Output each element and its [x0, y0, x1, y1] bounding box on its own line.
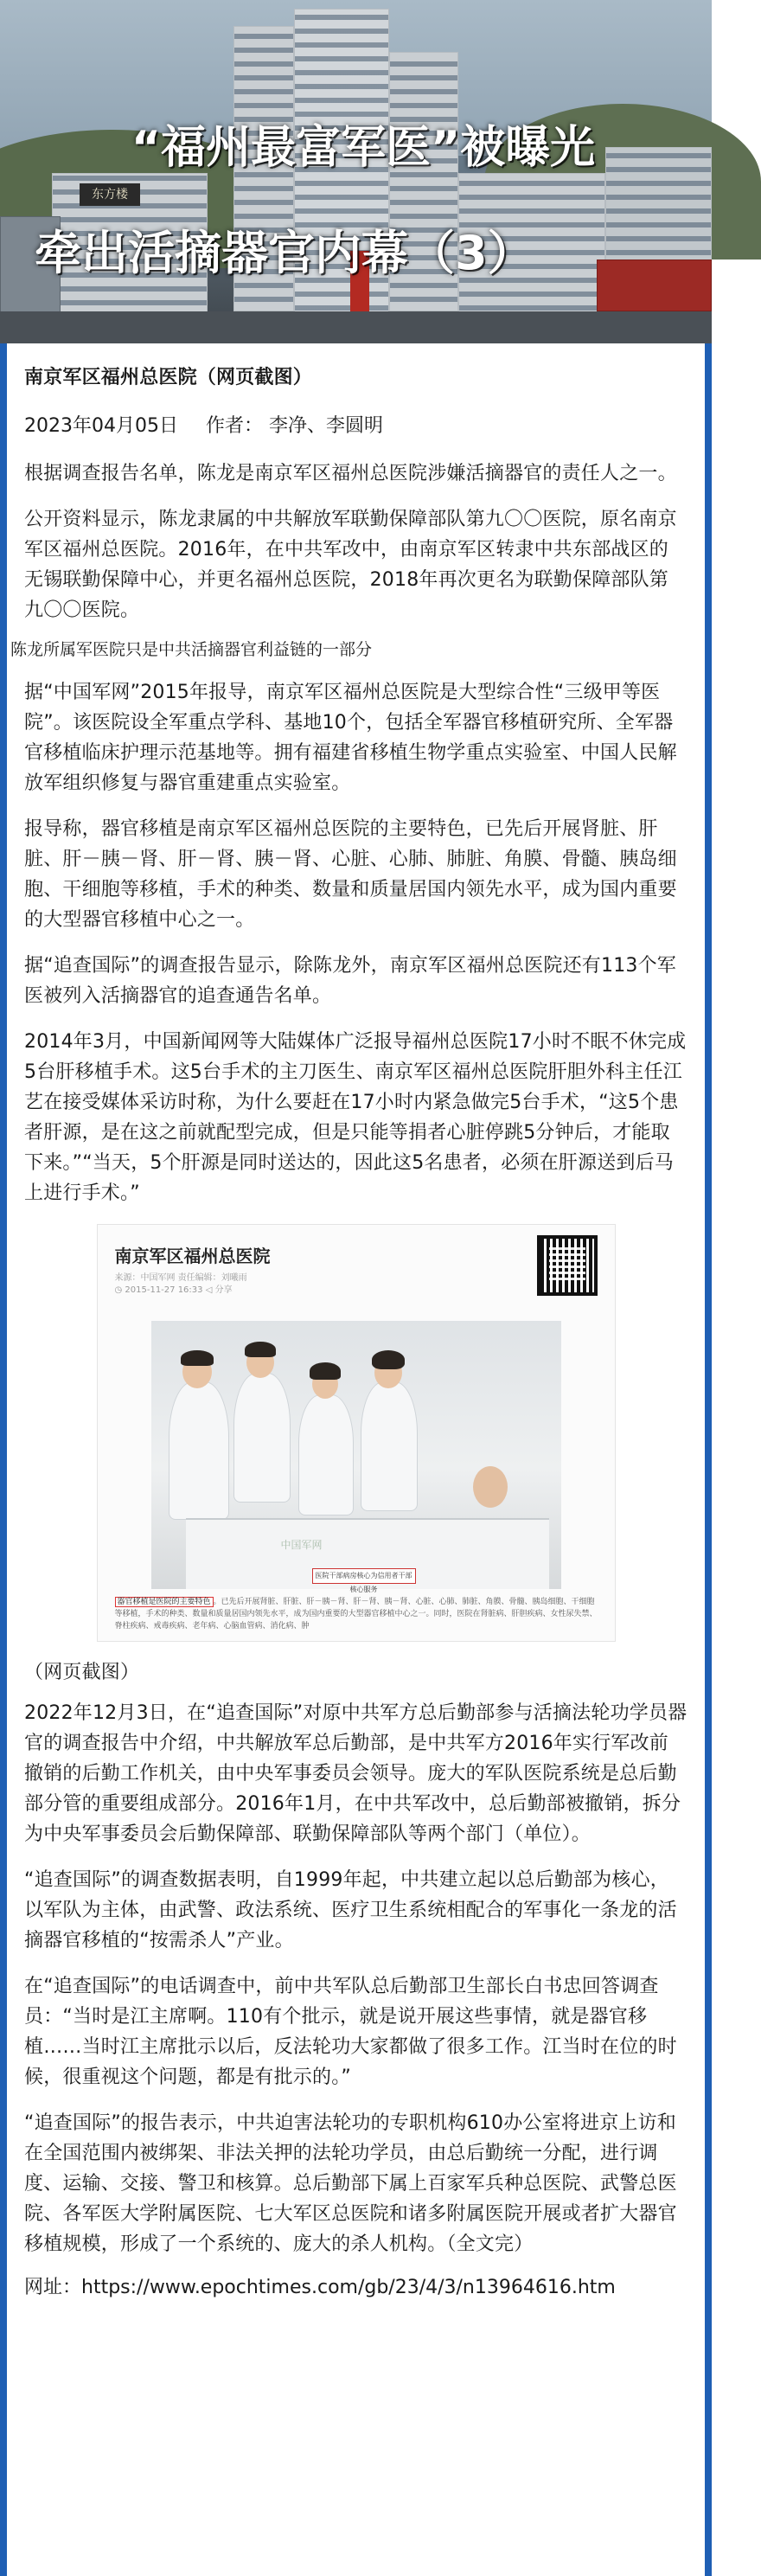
doctor-hair	[245, 1342, 276, 1357]
hero-building	[597, 260, 712, 311]
screenshot-date: ◷ 2015-11-27 16:33 ◁ 分享	[114, 1285, 233, 1295]
doctor-hair	[310, 1362, 341, 1380]
doctor-hair	[181, 1350, 214, 1366]
hero-banner	[0, 0, 712, 343]
doctor-figure	[169, 1381, 229, 1520]
paragraph: “追查国际”的报告表示，中共迫害法轮功的专职机构610办公室将进京上访和在全国范围内被绑架、非法关押的法轮功学员，由总后勤统一分配，进行调度、运输、交接、警卫和核算。总后勤部下属上百家军兵种总医院、武警总医院、各军医大学附属医院、七大军区总医院和诸多附属医院开展或者扩大器官移植规模，形成了一个系统的、庞大的杀人机构。（全文完）	[24, 2112, 677, 2255]
screenshot-highlight: 器官移植是医院的主要特色	[115, 1597, 214, 1607]
doctor-figure	[361, 1381, 418, 1511]
paragraph: 报导称，器官移植是南京军区福州总医院的主要特色，已先后开展肾脏、肝脏、肝－胰－肾、肝－肾、胰－肾、心脏、心肺、肺脏、角膜、骨髓、胰岛细胞、干细胞等移植，手术的种类、数量和质量居国内领先水平，成为国内重要的大型器官移植中心之一。	[24, 818, 677, 931]
paragraph: 2022年12月3日，在“追查国际”对原中共军方总后勤部参与活摘法轮功学员器官的调查报告中介绍，中共解放军总后勤部，是中共军方2016年实行军改前撤销的后勤工作机关，由中央军事委员会领导。庞大的军队医院系统是总后勤部分管的重要组成部分。2016年1月，在中共军改中，总后勤部被撤销，拆分为中央军事委员会后勤保障部、联勤保障部队等两个部门（单位）。	[24, 1702, 687, 1845]
hospital-photo	[151, 1321, 561, 1593]
qr-code-icon	[537, 1235, 598, 1296]
paragraph: “追查国际”的调查数据表明，自1999年起，中共建立起以总后勤部为核心，以军队为主体，由武警、政法系统、医疗卫生系统相配合的军事化一条龙的活摘器官移植的“按需杀人”产业。	[24, 1869, 677, 1951]
image-caption: （网页截图）	[24, 1662, 140, 1683]
screenshot-title: 南京军区福州总医院	[114, 1246, 271, 1266]
hero-ground	[0, 311, 712, 343]
paragraph: 公开资料显示，陈龙隶属的中共解放军联勤保障部队第九〇〇医院，原名南京军区福州总医院。2016年，在中共军改中，由南京军区转隶中共东部战区的无锡联勤保障中心，并更名福州总医院，2018年再次更名为联勤保障部队第九〇〇医院。	[24, 509, 677, 621]
section-subheading: 陈龙所属军医院只是中共活摘器官利益链的一部分	[10, 640, 373, 659]
screenshot-meta	[115, 1272, 598, 1297]
paragraph: 在“追查国际”的电话调查中，前中共军队总后勤部卫生部长白书忠回答调查员：“当时是江主席啊。110有个批示，就是说开展这些事情，就是器官移植……当时江主席批示以后，反法轮功大家都做了很多工作。江当时在位的时候，很重视这个问题，都是有批示的。”	[24, 1976, 677, 2088]
paragraph: 根据调查报告名单，陈龙是南京军区福州总医院涉嫌活摘器官的责任人之一。	[24, 463, 677, 484]
screenshot-text-rest: 。已先后开展肾脏、肝脏、肝－胰－肾、肝－肾、胰－肾、心脏、心肺、肺脏、角膜、骨髓、胰岛细胞、干细胞等移植，手术的种类、数量和质量居国内领先水平，成为国内重要的大型器官移植中心之一。同时，医院在肾脏病、肝胆疾病、女性尿失禁、脊柱疾病、戒毒疾病、老年病、心脑血管病、消化病、肿	[114, 1598, 598, 1631]
paragraph: 据“追查国际”的调查报告显示，除陈龙外，南京军区福州总医院还有113个军医被列入活摘器官的追查通告名单。	[24, 955, 676, 1007]
article-meta	[24, 413, 687, 439]
article-date: 2023年04月05日	[24, 415, 178, 437]
photo-watermark: 中国军网	[280, 1539, 323, 1551]
screenshot-text	[115, 1596, 598, 1632]
hero-title-line1: “福州最富军医”被曝光	[131, 122, 596, 174]
doctor-hair	[372, 1350, 405, 1369]
doctor-figure	[233, 1373, 291, 1503]
article-body	[0, 343, 712, 2576]
hero-building-sign: 东方楼	[80, 183, 140, 206]
paragraph: 据“中国军网”2015年报导，南京军区福州总医院是大型综合性“三级甲等医院”。该医院设全军重点学科、基地10个，包括全军器官移植研究所、全军器官移植临床护理示范基地等。拥有福建省移植生物学重点实验室、中国人民解放军组织修复与器官重建重点实验室。	[24, 682, 677, 794]
hero-title-line2: 牵出活摘器官内幕（3）	[35, 226, 534, 280]
paragraph: 2014年3月，中国新闻网等大陆媒体广泛报导福州总医院17小时不眠不休完成5台肝移植手术。这5台手术的主刀医生、南京军区福州总医院肝胆外科主任江艺在接受媒体采访时称，为什么要赶在17小时内紧急做完5台手术，“这5个患者肝源，是在这之前就配型完成，但是只能等捐者心脏停跳5分钟后，才能取下来。”“当天，5个肝源是同时送达的，因此这5名患者，必须在肝源送到后马上进行手术。”	[24, 1031, 687, 1204]
article-url[interactable]: 网址：https://www.epochtimes.com/gb/23/4/3/n13964616.htm	[24, 2277, 616, 2298]
photo-caption: 医院干部病房核心为信用者干部核心服务	[312, 1568, 416, 1584]
screenshot-source: 来源：中国军网 责任编辑：刘曦雨	[114, 1273, 247, 1283]
patient-head	[473, 1466, 508, 1508]
webpage-screenshot	[97, 1224, 616, 1642]
doctor-figure	[298, 1394, 354, 1515]
article-author: 作者： 李净、李圆明	[205, 415, 383, 437]
article-heading: 南京军区福州总医院（网页截图）	[24, 367, 313, 388]
